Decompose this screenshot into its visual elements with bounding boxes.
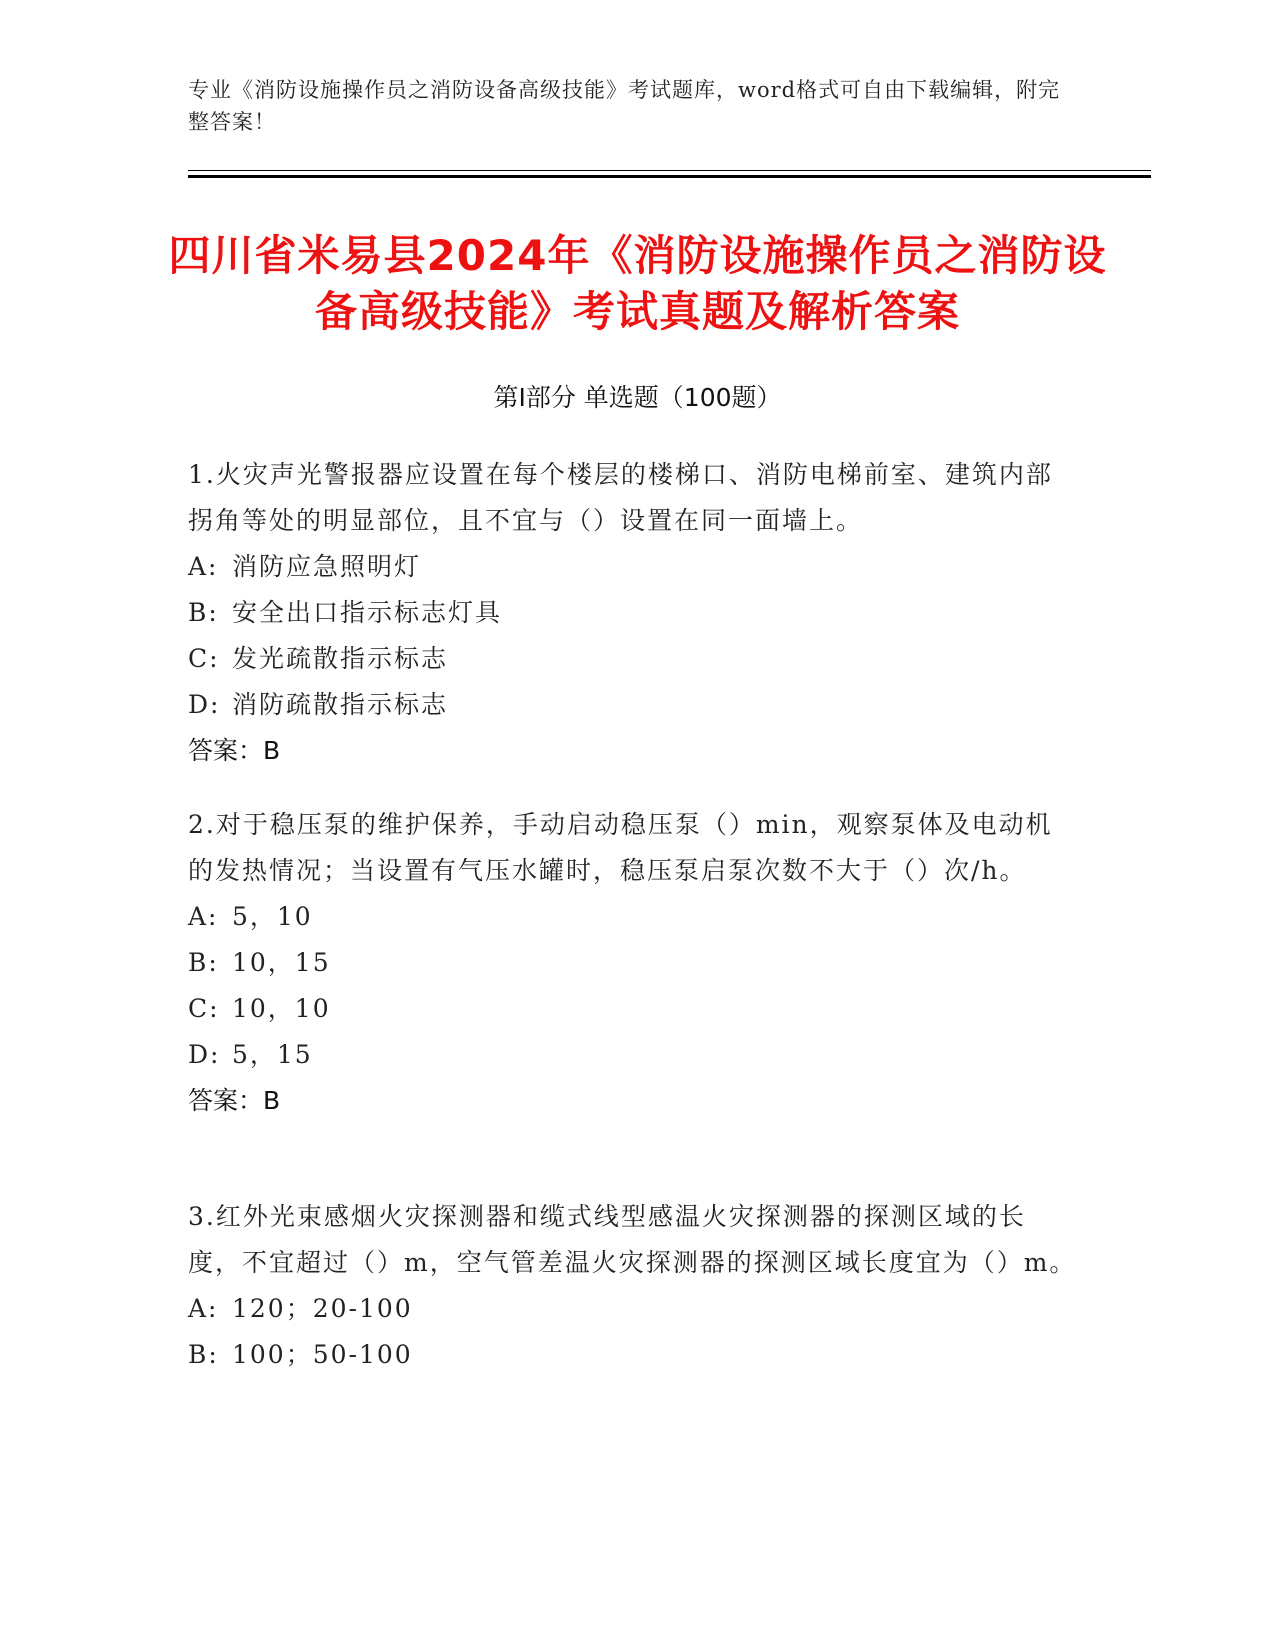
option-letter: B: bbox=[188, 948, 219, 977]
header-divider-thick bbox=[188, 175, 1151, 178]
option-letter: C: bbox=[188, 994, 220, 1023]
question-3 bbox=[188, 1194, 1078, 1378]
option-d bbox=[188, 1032, 1078, 1078]
option-letter: C: bbox=[188, 644, 220, 673]
option-a bbox=[188, 544, 1078, 590]
option-c bbox=[188, 986, 1078, 1032]
question-2 bbox=[188, 802, 1078, 1124]
question-stem: 3.红外光束感烟火灾探测器和缆式线型感温火灾探测器的探测区域的长度，不宜超过（）m，空气管差温火灾探测器的探测区域长度宜为（）m。 bbox=[188, 1202, 1077, 1277]
option-letter: A: bbox=[188, 902, 219, 931]
header-divider-thin bbox=[188, 170, 1151, 171]
option-a bbox=[188, 1286, 1078, 1332]
document-title: 四川省米易县2024年《消防设施操作员之消防设备高级技能》考试真题及解析答案 bbox=[168, 231, 1107, 336]
option-text: 消防疏散指示标志 bbox=[232, 690, 449, 719]
option-b bbox=[188, 1332, 1078, 1378]
section-heading: 第I部分 单选题（100题） bbox=[493, 383, 782, 412]
option-text: 发光疏散指示标志 bbox=[232, 644, 449, 673]
option-c bbox=[188, 636, 1078, 682]
answer-line: 答案：B bbox=[188, 736, 281, 765]
option-letter: D: bbox=[188, 1040, 221, 1069]
option-d bbox=[188, 682, 1078, 728]
answer-line: 答案：B bbox=[188, 1086, 281, 1115]
header-note: 专业《消防设施操作员之消防设备高级技能》考试题库，word格式可自由下载编辑，附完整答案！ bbox=[188, 78, 1061, 134]
option-a bbox=[188, 894, 1078, 940]
option-text: 消防应急照明灯 bbox=[232, 552, 422, 581]
question-1 bbox=[188, 452, 1078, 774]
option-letter: B: bbox=[188, 1340, 219, 1369]
option-b bbox=[188, 940, 1078, 986]
option-text: 100；50-100 bbox=[232, 1340, 413, 1369]
option-b bbox=[188, 590, 1078, 636]
option-text: 安全出口指示标志灯具 bbox=[232, 598, 503, 627]
option-letter: B: bbox=[188, 598, 219, 627]
option-letter: A: bbox=[188, 1294, 219, 1323]
option-text: 10，15 bbox=[232, 948, 331, 977]
option-letter: D: bbox=[188, 690, 221, 719]
question-stem: 2.对于稳压泵的维护保养，手动启动稳压泵（）min，观察泵体及电动机的发热情况；当设置有气压水罐时，稳压泵启泵次数不大于（）次/h。 bbox=[188, 810, 1053, 885]
question-stem: 1.火灾声光警报器应设置在每个楼层的楼梯口、消防电梯前室、建筑内部拐角等处的明显部位，且不宜与（）设置在同一面墙上。 bbox=[188, 460, 1053, 535]
option-text: 120；20-100 bbox=[232, 1294, 413, 1323]
option-text: 5，15 bbox=[232, 1040, 313, 1069]
option-letter: A: bbox=[188, 552, 219, 581]
option-text: 10，10 bbox=[232, 994, 331, 1023]
option-text: 5，10 bbox=[232, 902, 313, 931]
